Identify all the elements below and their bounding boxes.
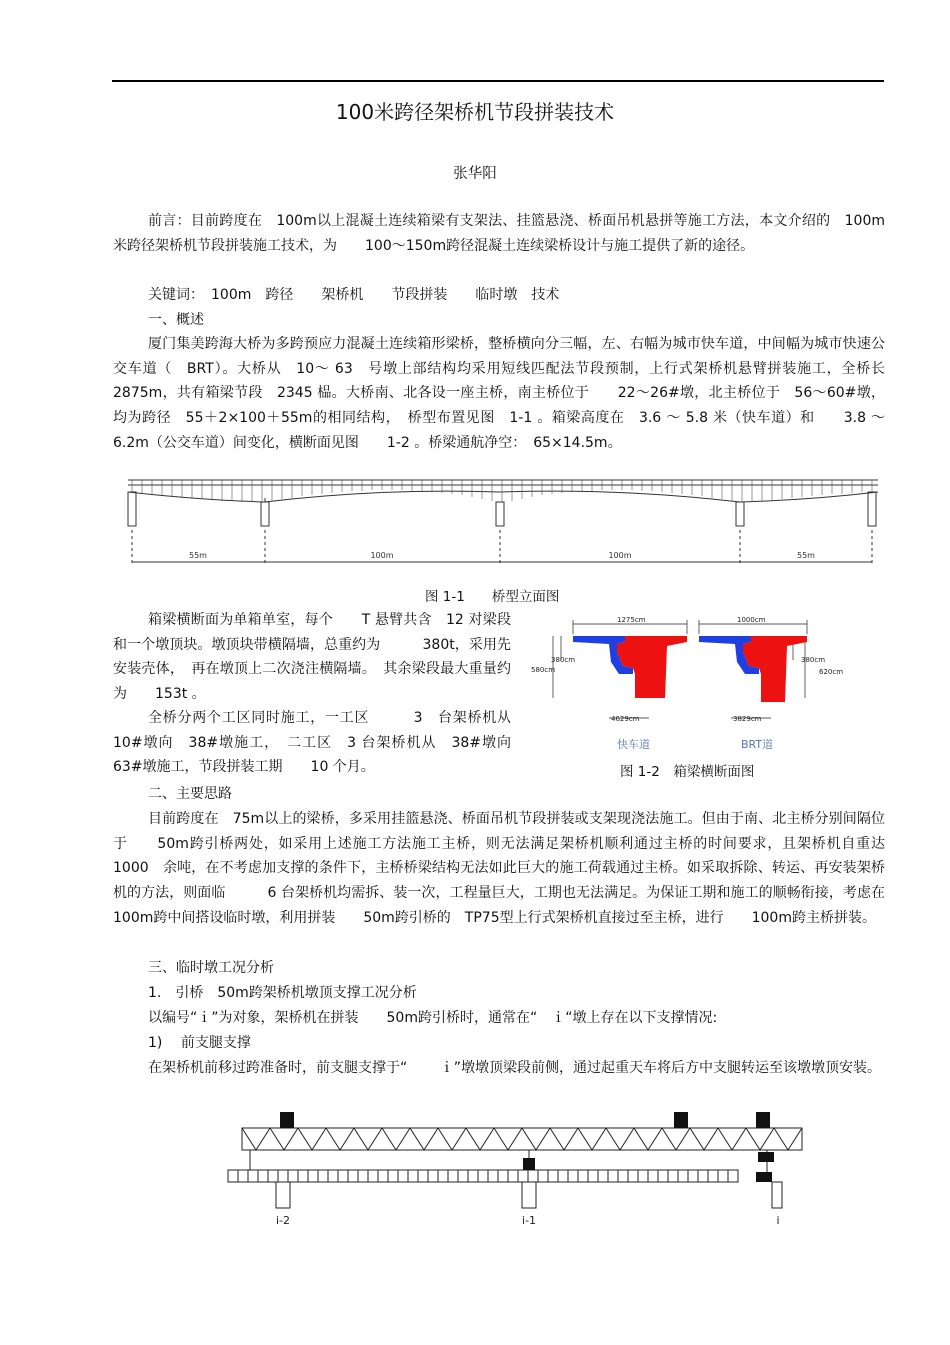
section-3-paragraph-2: 在架桥机前移过跨准备时，前支腿支撑于“ ｉ”墩墩顶梁段前侧，通过起重天车将后方中支腿转运至该墩墩顶安装。 — [148, 1060, 881, 1076]
span-label-4: 55m — [797, 551, 815, 560]
pier-label-i-2: i-2 — [275, 1214, 291, 1227]
top-rule — [112, 80, 884, 82]
span-label-3: 100m — [608, 551, 632, 560]
section-1-heading: 一、概述 — [148, 312, 204, 328]
section-2-heading: 二、主要思路 — [148, 786, 232, 802]
span-label-2: 100m — [370, 551, 394, 560]
figure-1-2-caption: 图 1-2 箱梁横断面图 — [620, 764, 755, 780]
section-3-heading: 三、临时墩工况分析 — [148, 960, 274, 976]
support-item-1: 1) 前支腿支撑 — [148, 1035, 251, 1051]
document-title: 100米跨径架桥机节段拼装技术 — [335, 100, 615, 124]
section-3-paragraph-1: 以编号“ｉ”为对象，架桥机在拼装 50m跨引桥时，通常在“ ｉ“墩上存在以下支撑情况: — [148, 1010, 718, 1026]
bridge-elevation-figure — [120, 470, 885, 575]
right-height-620-label: 620cm — [819, 668, 844, 676]
left-height-580-label: 580cm — [531, 666, 556, 674]
box-girder-cross-section-figure — [525, 610, 870, 755]
left-height-380-label: 380cm — [551, 656, 576, 664]
preface-paragraph: 前言：目前跨度在 100m以上混凝土连续箱梁有支架法、挂篮悬浇、桥面吊机悬拼等施工方法，本文介绍的 100m米跨径架桥机节段拼装施工技术，为 100～150m跨径混凝土连续梁桥设计与施工提供了新的途径。 — [113, 213, 885, 254]
right-height-380-label: 380cm — [801, 656, 826, 664]
section-2-paragraph: 目前跨度在 75m以上的梁桥，多采用挂篮悬浇、桥面吊机节段拼装或支架现浇法施工。但由于南、北主桥分别间隔位于 50m跨引桥两处，如采用上述施工方法施工主桥，则无法满足架桥机顺利通过主桥的时间要求，且架桥机自重达 1000 余吨，在不考虑加支撑的条件下，主桥桥梁结构无法如此巨大的施工荷载通过主桥。如采取拆除、转运、再安装架桥机的方法，则面临 6 台架桥机均需拆、装一次，工程量巨大，工期也无法满足。为保证工期和施工的顺畅衔接，考虑在 100m跨中间搭设临时墩，利用拼装 50m跨引桥的 TP75型上行式架桥机直接过至主桥，进行 100m跨主桥拼装。 — [113, 811, 927, 926]
left-width-label: 1275cm — [617, 616, 646, 624]
keywords-line: 关键词： 100m 跨径 架桥机 节段拼装 临时墩 技术 — [148, 287, 560, 303]
author-name: 张华阳 — [453, 166, 497, 182]
pier-label-i: i — [776, 1214, 780, 1227]
span-label-1: 55m — [189, 551, 207, 560]
right-bottom-width-label: 3829cm — [733, 715, 762, 723]
figure-1-1-caption: 图 1-1 桥型立面图 — [425, 589, 560, 605]
brt-lane-label: BRT道 — [741, 738, 774, 751]
fast-lane-label: 快车道 — [617, 738, 650, 751]
section-3-subheading: 1. 引桥 50m跨架桥机墩顶支撑工况分析 — [148, 985, 417, 1001]
bridge-erecting-machine-figure — [222, 1106, 822, 1231]
work-zones-paragraph: 全桥分两个工区同时施工，一工区 3 台架桥机从10#墩向 38#墩施工， 二工区 3 台架桥机从 38#墩向 63#墩施工，节段拼装工期 10 个月。 — [113, 710, 525, 776]
left-bottom-width-label: 4629cm — [611, 715, 640, 723]
pier-label-i-1: i-1 — [521, 1214, 537, 1227]
section-1-paragraph: 厦门集美跨海大桥为多跨预应力混凝土连续箱形梁桥，整桥横向分三幅，左、右幅为城市快车道，中间幅为城市快速公交车道（ BRT）。大桥从 10～ 63 号墩上部结构均采用短线匹配法节段预制，上行式架桥机悬臂拼装施工，全桥长 2875m，共有箱梁节段 2345 榀。大桥南、北各设一座主桥，南主桥位于 22～26#墩，北主桥位于 56～60#墩，均为跨径 55＋2×100＋55m的相同结构， 桥型布置见图 1-1 。箱梁高度在 3.6 ～ 5.8 米（快车道）和 3.8 ～6.2m（公交车道）间变化，横断面见图 1-2 。桥梁通航净空： 65×14.5m。 — [113, 336, 913, 451]
cross-section-paragraph: 箱梁横断面为单箱单室，每个 T 悬臂共含 12 对梁段和一个墩顶块。墩顶块带横隔墙，总重约为 380t，采用先安装壳体， 再在墩顶上二次浇注横隔墙。 其余梁段最大重量约为 153t 。 — [113, 612, 511, 703]
right-width-label: 1000cm — [737, 616, 766, 624]
